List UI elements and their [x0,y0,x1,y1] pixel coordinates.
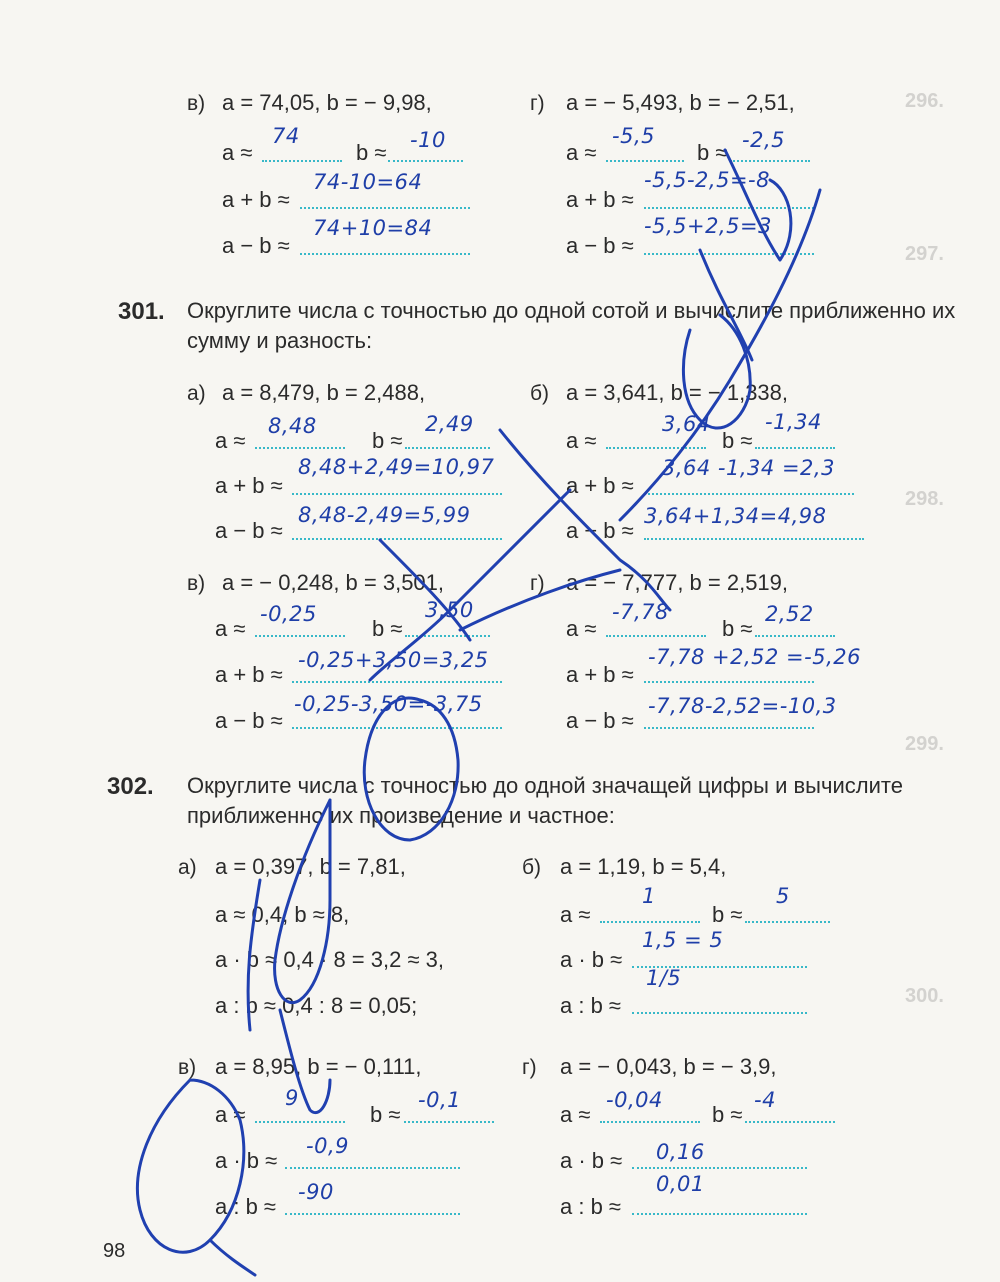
handwritten-answer: 3,64 -1,34 =2,3 [662,456,835,480]
condition: a = 8,479, b = 2,488, [222,380,426,405]
answer-line [292,681,502,683]
handwritten-answer: 74 [272,124,300,148]
answer-line [644,207,814,209]
part-label: б) [530,382,550,405]
handwritten-answer: 2,52 [765,602,814,626]
part-label: а) [178,856,197,879]
diff-label: a − b ≈ [566,518,634,543]
a-approx-label: a ≈ [560,1102,591,1127]
handwritten-answer: 8,48-2,49=5,99 [298,503,471,527]
part-label: г) [530,572,545,595]
answer-line [632,1167,807,1169]
part-label: в) [187,92,206,115]
worked-approx: a ≈ 0,4, b ≈ 8, [215,902,350,927]
handwritten-answer: 8,48+2,49=10,97 [298,455,495,479]
answer-line [405,635,490,637]
handwritten-answer: -4 [754,1088,776,1112]
answer-line [255,635,345,637]
condition: a = 0,397, b = 7,81, [215,854,406,879]
answer-line [606,160,684,162]
handwritten-answer: 0,16 [656,1140,705,1164]
answer-line [292,727,502,729]
product-label: a · b ≈ [560,1148,623,1173]
quotient-label: a : b ≈ [560,1194,621,1219]
diff-label: a − b ≈ [215,708,283,733]
handwritten-answer: 8,48 [268,414,317,438]
handwritten-answer: -7,78 +2,52 =-5,26 [648,645,861,669]
b-approx-label: b ≈ [370,1102,401,1127]
page-number: 98 [103,1240,126,1262]
handwritten-answer: -7,78 [612,600,669,624]
sum-label: a + b ≈ [222,187,290,212]
answer-line [745,1121,835,1123]
a-approx-label: a ≈ [566,428,597,453]
a-approx-label: a ≈ [215,1102,246,1127]
b-approx-label: b ≈ [712,1102,743,1127]
handwritten-answer: -0,25-3,50=-3,75 [294,692,483,716]
handwritten-answer: -0,04 [606,1088,663,1112]
handwritten-answer: -5,5+2,5=3 [644,214,772,238]
answer-line [404,1121,494,1123]
diff-label: a − b ≈ [222,233,290,258]
part-label: в) [178,1056,197,1079]
a-approx-label: a ≈ [560,902,591,927]
show-through-296: 296. [905,90,944,112]
sum-label: a + b ≈ [566,187,634,212]
part-label: а) [187,382,206,405]
b-approx-label: b ≈ [722,428,753,453]
handwritten-answer: 5 [776,884,790,908]
quotient-label: a : b ≈ [560,993,621,1018]
handwritten-answer: 9 [285,1086,299,1110]
product-label: a · b ≈ [560,947,623,972]
handwritten-answer: 0,01 [656,1172,705,1196]
b-approx-label: b ≈ [372,428,403,453]
handwritten-answer: 3,50 [425,598,474,622]
b-approx-label: b ≈ [372,616,403,641]
task-301-text: Округлите числа с точностью до одной сотой и вычислите приближенно их сумму и разность: [187,298,956,353]
handwritten-answer: -7,78-2,52=-10,3 [648,694,837,718]
handwritten-answer: -10 [410,128,446,152]
condition: a = 3,641, b = − 1,338, [566,380,789,405]
a-approx-label: a ≈ [222,140,253,165]
a-approx-label: a ≈ [566,140,597,165]
task-number-302: 302. [107,773,154,800]
handwritten-answer: 1/5 [646,966,682,990]
sum-label: a + b ≈ [566,662,634,687]
task-302-text: Округлите числа с точностью до одной значащей цифры и вычислите приближенно их произведение и частное: [187,773,903,828]
part-label: в) [187,572,206,595]
sum-label: a + b ≈ [215,662,283,687]
diff-label: a − b ≈ [566,708,634,733]
condition: a = 74,05, b = − 9,98, [222,90,432,115]
a-approx-label: a ≈ [215,428,246,453]
show-through-299: 299. [905,733,944,755]
handwritten-answer: -0,25+3,50=3,25 [298,648,489,672]
answer-line [644,681,814,683]
answer-line [255,1121,345,1123]
part-label: г) [522,1056,537,1079]
answer-line [388,160,463,162]
handwritten-answer: -0,9 [306,1134,349,1158]
b-approx-label: b ≈ [697,140,728,165]
answer-line [632,1213,807,1215]
answer-line [606,447,706,449]
task-number-301: 301. [118,298,165,325]
answer-line [606,635,706,637]
answer-line [644,493,854,495]
answer-line [285,1213,460,1215]
scribble-stroke [725,150,791,260]
handwritten-answer: -90 [298,1180,334,1204]
sum-label: a + b ≈ [215,473,283,498]
quotient-label: a : b ≈ [215,1194,276,1219]
part-label: г) [530,92,545,115]
answer-line [600,1121,700,1123]
answer-line [292,493,502,495]
answer-line [745,921,830,923]
a-approx-label: a ≈ [215,616,246,641]
condition: a = 8,95, b = − 0,111, [215,1054,422,1079]
diff-label: a − b ≈ [215,518,283,543]
handwritten-answer: -5,5 [612,124,655,148]
answer-line [644,538,864,540]
b-approx-label: b ≈ [356,140,387,165]
answer-line [755,447,835,449]
b-approx-label: b ≈ [712,902,743,927]
answer-line [405,447,490,449]
condition: a = − 0,043, b = − 3,9, [560,1054,777,1079]
handwritten-answer: 74-10=64 [313,170,423,194]
scribble-stroke [210,1240,255,1275]
product-label: a · b ≈ [215,1148,278,1173]
handwritten-answer: 1,5 = 5 [642,928,724,952]
answer-line [644,727,814,729]
b-approx-label: b ≈ [722,616,753,641]
answer-line [255,447,345,449]
handwritten-answer: 74+10=84 [313,216,433,240]
answer-line [644,253,814,255]
answer-line [300,207,470,209]
handwritten-answer: 1 [642,884,656,908]
handwritten-answer: -2,5 [742,128,785,152]
condition: a = − 0,248, b = 3,501, [222,570,445,595]
answer-line [730,160,810,162]
handwritten-answer: -0,25 [260,602,317,626]
a-approx-label: a ≈ [566,616,597,641]
worked-product: a · b ≈ 0,4 · 8 = 3,2 ≈ 3, [215,947,444,972]
handwritten-answer: 3,64+1,34=4,98 [644,504,827,528]
handwritten-answer: -1,34 [765,410,822,434]
answer-line [285,1167,460,1169]
show-through-298: 298. [905,488,944,510]
diff-label: a − b ≈ [566,233,634,258]
show-through-300: 300. [905,985,944,1007]
answer-line [262,160,342,162]
answer-line [600,921,700,923]
answer-line [300,253,470,255]
answer-line [292,538,502,540]
answer-line [632,1012,807,1014]
sum-label: a + b ≈ [566,473,634,498]
show-through-297: 297. [905,243,944,265]
answer-line [755,635,835,637]
handwritten-answer: 2,49 [425,412,474,436]
condition: a = 1,19, b = 5,4, [560,854,727,879]
handwritten-answer: 3,64 [662,412,711,436]
condition: a = − 5,493, b = − 2,51, [566,90,795,115]
handwritten-answer: -0,1 [418,1088,461,1112]
condition: a = − 7,777, b = 2,519, [566,570,789,595]
handwritten-answer: -5,5-2,5=-8 [644,168,770,192]
worked-quotient: a : b ≈ 0,4 : 8 = 0,05; [215,993,418,1018]
part-label: б) [522,856,542,879]
